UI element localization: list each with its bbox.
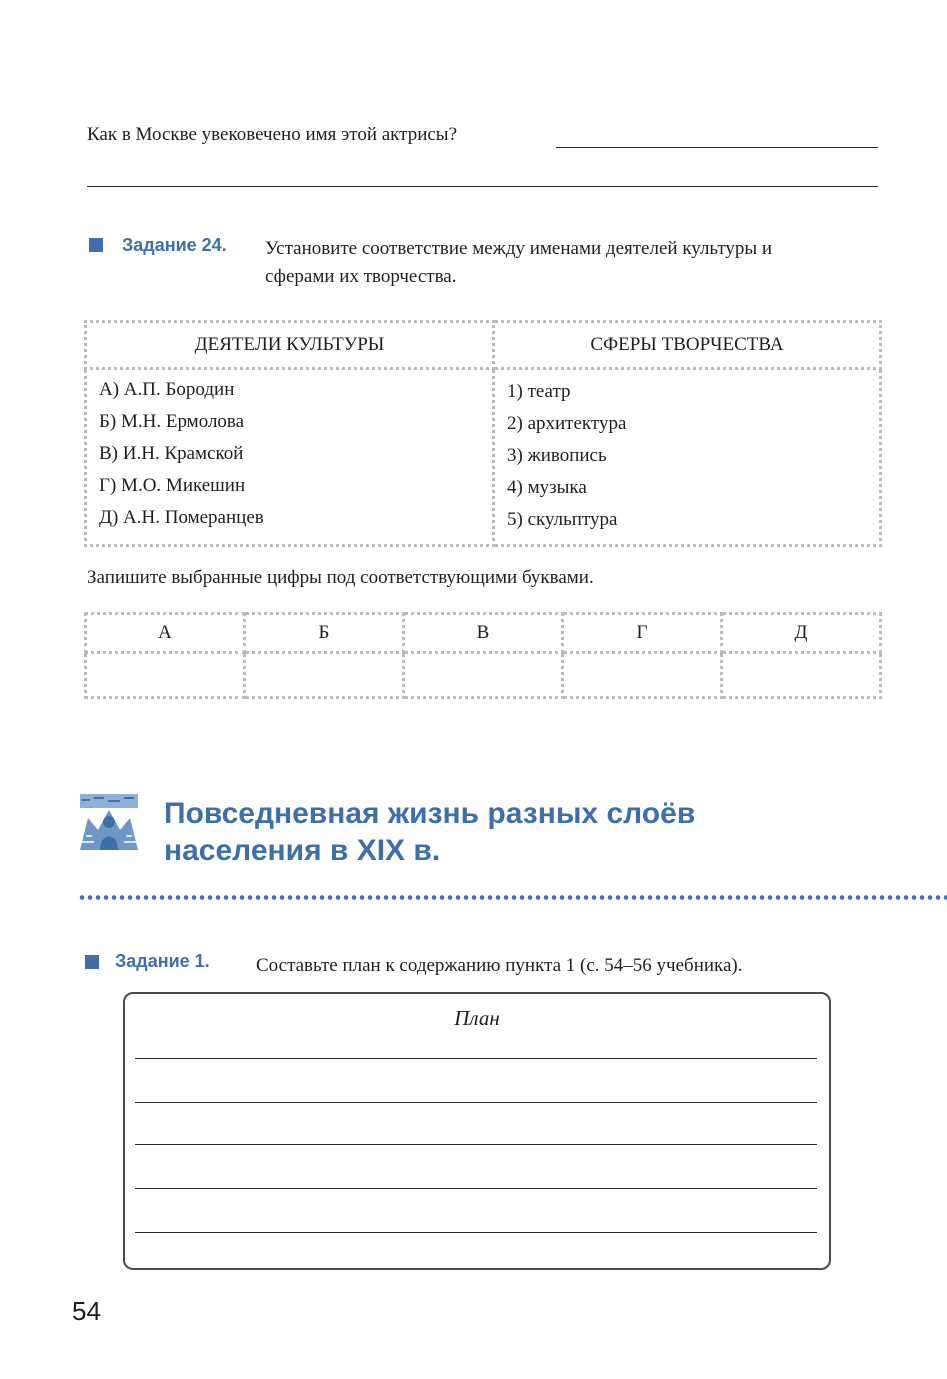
figure-item: В) И.Н. Крамской	[99, 443, 244, 464]
right-header-cell	[494, 322, 881, 369]
answer-letter-cell	[86, 614, 245, 653]
task-marker-icon	[85, 955, 99, 969]
spheres-cell	[494, 369, 881, 546]
task1-text: Составьте план к содержанию пункта 1 (с. 54–56 учебника).	[256, 955, 743, 976]
answer-letter: А	[158, 622, 172, 643]
task-marker-icon	[89, 238, 103, 252]
answer-input-cell[interactable]	[86, 653, 245, 698]
plan-line[interactable]	[135, 1058, 817, 1059]
task24-label: Задание 24.	[122, 235, 227, 255]
answer-input-cell[interactable]	[404, 653, 563, 698]
task24-text-line1: Установите соответствие между именами деятелей культуры и	[265, 238, 773, 259]
question-text: Как в Москве увековечено имя этой актрисы?	[87, 124, 457, 145]
section-title-line2: населения в XIX в.	[164, 834, 441, 867]
answer-letter-cell	[245, 614, 404, 653]
answer-letter: Г	[636, 622, 648, 643]
answer-letter-cell	[404, 614, 563, 653]
answer-line-1[interactable]	[556, 147, 878, 148]
plan-line[interactable]	[135, 1188, 817, 1189]
answer-letter: Д	[794, 622, 808, 643]
answer-line-2[interactable]	[87, 186, 878, 187]
figures-cell	[86, 369, 494, 546]
answer-table	[84, 612, 882, 699]
answer-input-cell[interactable]	[245, 653, 404, 698]
matching-table	[84, 320, 882, 547]
section-dotted-divider	[78, 895, 947, 900]
figure-item: Д) А.Н. Померанцев	[99, 507, 264, 528]
page-number: 54	[72, 1296, 101, 1326]
plan-line[interactable]	[135, 1102, 817, 1103]
plan-line[interactable]	[135, 1232, 817, 1233]
section-title-line1: Повседневная жизнь разных слоёв	[164, 797, 696, 830]
plan-box	[123, 992, 831, 1270]
figure-item: А) А.П. Бородин	[99, 379, 235, 400]
left-header: ДЕЯТЕЛИ КУЛЬТУРЫ	[194, 334, 385, 355]
sphere-item: 5) скульптура	[507, 509, 618, 530]
answer-input-cell[interactable]	[563, 653, 722, 698]
plan-title: План	[454, 1006, 500, 1030]
answer-letter-cell	[563, 614, 722, 653]
left-header-cell	[86, 322, 494, 369]
figure-item: Б) М.Н. Ермолова	[99, 411, 245, 432]
answer-letter: Б	[318, 622, 330, 643]
task1-label: Задание 1.	[115, 951, 210, 971]
task24-text-line2: сферами их творчества.	[265, 266, 457, 287]
sphere-item: 4) музыка	[507, 477, 587, 498]
answer-letter-cell	[722, 614, 881, 653]
sphere-item: 3) живопись	[507, 445, 607, 466]
right-header: СФЕРЫ ТВОРЧЕСТВА	[590, 334, 784, 355]
sphere-item: 1) театр	[507, 381, 571, 402]
answer-letter: В	[476, 622, 490, 643]
figure-item: Г) М.О. Микешин	[99, 475, 246, 496]
answer-input-cell[interactable]	[722, 653, 881, 698]
sphere-item: 2) архитектура	[507, 413, 627, 434]
task24-instruction: Запишите выбранные цифры под соответствующими буквами.	[87, 567, 594, 588]
plan-line[interactable]	[135, 1144, 817, 1145]
historical-illustration-icon	[78, 792, 140, 854]
